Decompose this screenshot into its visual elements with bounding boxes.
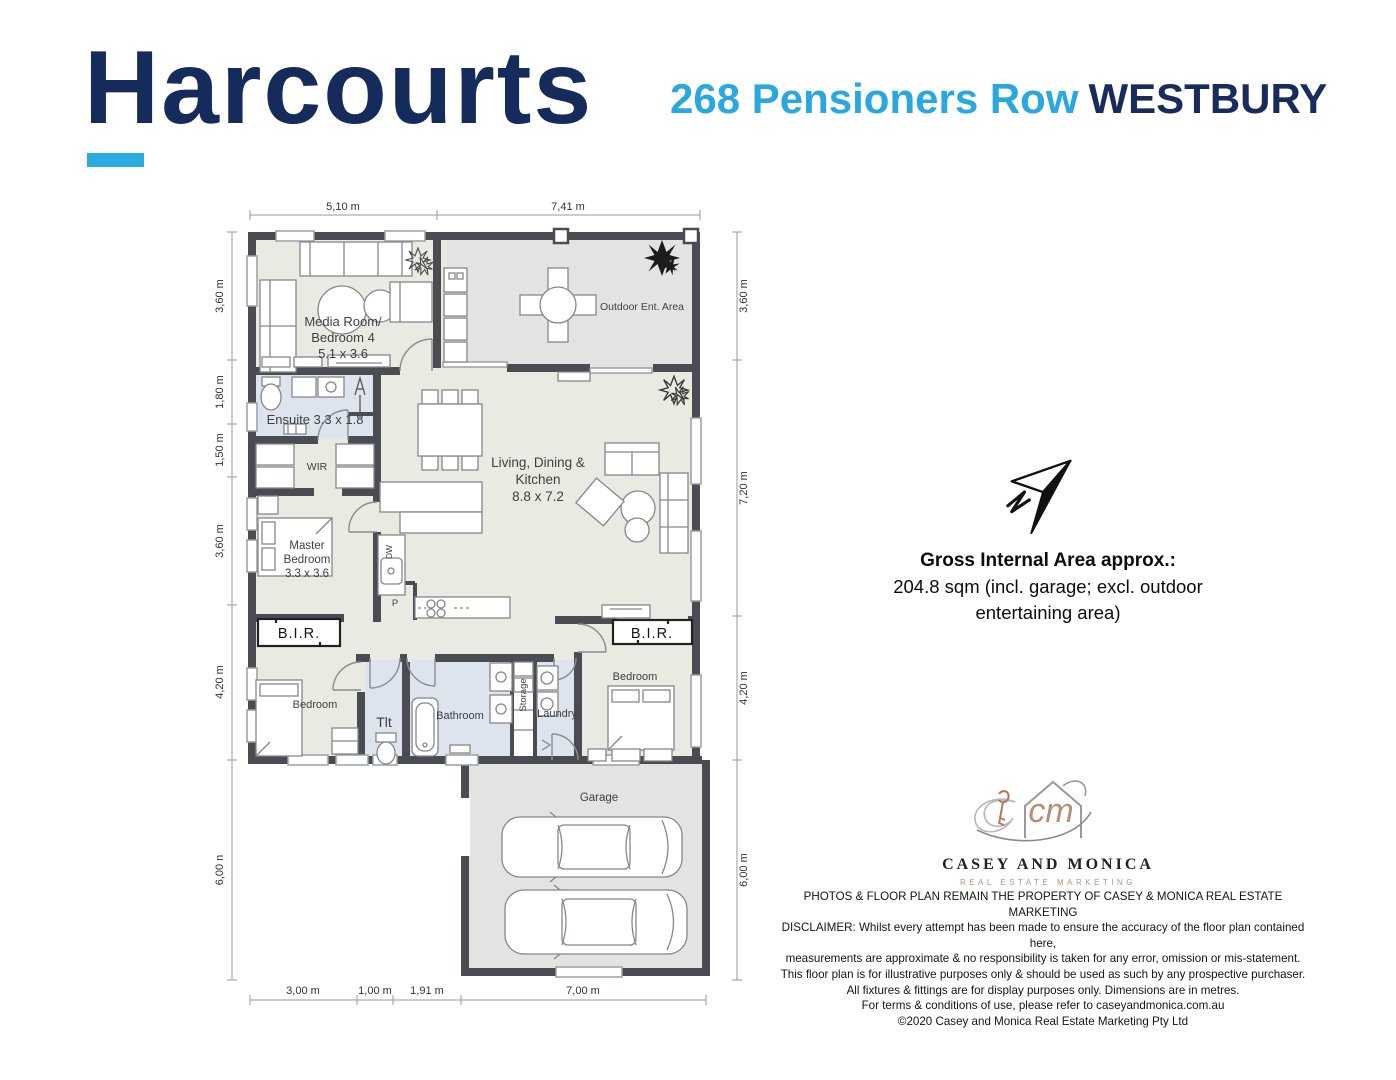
dimension-label: 4,20 m [214, 665, 226, 699]
room-label-living: Living, Dining & [491, 455, 585, 470]
dimension-label: 3,00 m [286, 985, 320, 997]
disclaimer-line: This floor plan is for illustrative purposes only & should be used as such by any prospective purchaser. [780, 967, 1306, 981]
agency-monogram: cm [1028, 792, 1074, 830]
room-label-wir: WIR [306, 461, 328, 473]
garage-side-opening [460, 798, 470, 856]
room-label-ensuite: Ensuite 3.3 x 1.8 [266, 412, 364, 427]
dimension-label: 7,00 m [566, 985, 600, 997]
room-label-bedroom: Bedroom [612, 671, 658, 683]
room-label-tlt: Tlt [376, 714, 392, 730]
room-label-bir: B.I.R. [630, 626, 674, 642]
disclaimer-line: PHOTOS & FLOOR PLAN REMAIN THE PROPERTY OF CASEY & MONICA REAL ESTATE MARKETING [803, 890, 1283, 919]
kitchen-tall-cabinets [444, 268, 467, 362]
room-label-bir: B.I.R. [277, 626, 321, 642]
room-label-storage: Storage [518, 678, 529, 712]
area-summary [880, 548, 1216, 626]
harcourts-logo: Harcourts [84, 30, 594, 146]
dimension-label: 1,91 m [410, 985, 444, 997]
dimension-label: 4,20 m [738, 671, 750, 705]
area-summary-line: entertaining area) [975, 602, 1121, 623]
dimension-label: 6,00 n [214, 854, 226, 886]
dimension-label: 6,00 m [738, 853, 750, 887]
key-icon [999, 791, 1009, 825]
dimension-label: 3,60 m [738, 279, 750, 313]
dining-table [418, 390, 482, 470]
room-label-dw: DW [384, 544, 394, 560]
address-suburb: WESTBURY [1088, 75, 1328, 122]
address-street: 268 Pensioners Row [670, 75, 1079, 122]
dimension-label: 3,60 m [214, 279, 226, 313]
dimension-label: 1,00 m [358, 985, 392, 997]
room-label-master: 3.3 x 3.6 [284, 568, 330, 580]
dimension-label: 7,20 m [738, 471, 750, 505]
dimension-label: 3,60 m [214, 524, 226, 558]
room-label-bedroom: Bedroom [292, 699, 338, 711]
disclaimer-line: measurements are approximate & no responsibility is taken for any error, omission or mis-statement. [785, 952, 1301, 966]
agency-logo [880, 772, 1216, 887]
room-label-laundry: Laundry [537, 708, 577, 720]
disclaimer-line: For terms & conditions of use, please refer to caseyandmonica.com.au [861, 999, 1225, 1013]
room-label-living: 8.8 x 7.2 [512, 489, 564, 504]
disclaimer-line: ©2020 Casey and Monica Real Estate Marketing Pty Ltd [897, 1014, 1189, 1028]
room-label-media: Bedroom 4 [311, 330, 375, 345]
car-icon [505, 885, 687, 959]
room-label-pantry: P [391, 598, 399, 609]
disclaimer [770, 889, 1316, 1029]
floor-plan [210, 200, 770, 1020]
dimension-label: 1,50 m [214, 433, 226, 467]
listing-address [670, 75, 1328, 122]
north-arrow-icon [1000, 450, 1088, 542]
area-summary-line: 204.8 sqm (incl. garage; excl. outdoor [893, 576, 1203, 597]
dimension-label: 7,41 m [551, 201, 585, 213]
room-label-bathroom: Bathroom [436, 710, 484, 722]
room-label-media: Media Room/ [304, 314, 382, 329]
room-label-garage: Garage [579, 792, 619, 804]
disclaimer-line: All fixtures & fittings are for display purposes only. Dimensions are in metres. [846, 983, 1240, 997]
room-label-master: Bedroom [283, 554, 331, 566]
room-label-media: 5.1 x 3.6 [318, 346, 368, 361]
tlt-fixtures [376, 733, 396, 764]
agency-name: CASEY AND MONICA [942, 856, 1154, 873]
dimension-label: 5,10 m [326, 201, 360, 213]
area-summary-title: Gross Internal Area approx.: [920, 550, 1176, 571]
agency-tagline: REAL ESTATE MARKETING [959, 878, 1137, 887]
agency-logo-mark [963, 772, 1133, 854]
room-label-outdoor: Outdoor Ent. Area [599, 301, 685, 313]
room-label-living: Kitchen [515, 472, 561, 487]
disclaimer-line: DISCLAIMER: Whilst every attempt has been made to ensure the accuracy of the floor plan contained here, [781, 921, 1305, 950]
harcourts-logo-underline [87, 153, 144, 167]
car-icon [502, 812, 682, 882]
room-label-master: Master [289, 540, 325, 552]
dimension-label: 1,80 m [214, 375, 226, 409]
